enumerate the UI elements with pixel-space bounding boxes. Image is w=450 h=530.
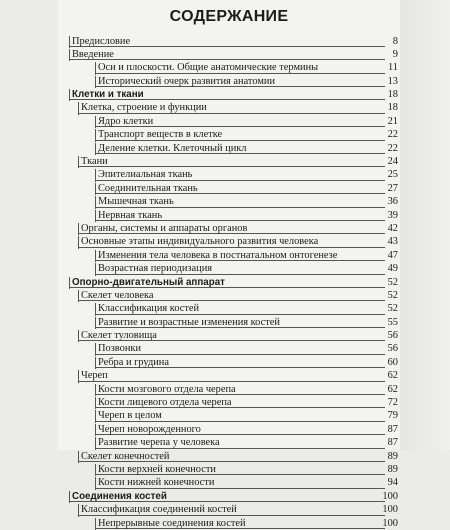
toc-entry-label: Соединительная ткань [98, 182, 198, 194]
toc-entry [58, 436, 400, 449]
toc-entry-label: Кости лицевого отдела черепа [98, 397, 232, 409]
toc-entry [58, 476, 400, 489]
entry-underline [78, 166, 385, 167]
toc-entry-label: Деление клетки. Клеточный цикл [98, 142, 247, 154]
toc-entry-label: Череп [81, 370, 108, 382]
toc-entry [58, 101, 400, 114]
toc-entry [58, 222, 400, 235]
toc-entry [58, 409, 400, 422]
toc-entry-page-number: 94 [387, 477, 398, 489]
toc-entry [58, 142, 400, 155]
toc-entry-page-number: 18 [387, 102, 398, 114]
toc-entry-label: Непрерывные соединения костей [98, 517, 246, 529]
toc-entry-label: Классификация костей [98, 303, 200, 315]
toc-entry-label: Развитие и возрастные изменения костей [98, 316, 280, 328]
toc-entry [58, 503, 400, 516]
toc-entry [58, 463, 400, 476]
page-edge-shadow [400, 0, 450, 450]
toc-entry [58, 48, 400, 61]
toc-entry-label: Введение [72, 48, 114, 60]
toc-entry [58, 115, 400, 128]
toc-entry-page-number: 62 [387, 383, 398, 395]
toc-entry [58, 289, 400, 302]
toc-entry-page-number: 100 [382, 504, 398, 516]
toc-entry-label: Возрастная периодизация [98, 263, 213, 275]
toc-entry-label: Клетки и ткани [72, 89, 144, 101]
toc-entry-label: Органы, системы и аппараты органов [81, 222, 248, 234]
toc-entry [58, 262, 400, 275]
toc-entry-page-number: 22 [387, 142, 398, 154]
entry-underline [78, 381, 385, 382]
toc-entry [58, 356, 400, 369]
toc-entry-page-number: 56 [387, 343, 398, 355]
toc-entry-page-number: 49 [387, 263, 398, 275]
toc-entry-label: Скелет туловища [81, 330, 157, 342]
toc-entry-page-number: 60 [387, 356, 398, 368]
toc-entry-label: Скелет конечностей [81, 450, 170, 462]
toc-entry [58, 61, 400, 74]
toc-entry-label: Череп новорожденного [98, 423, 201, 435]
toc-entry [58, 369, 400, 382]
toc-entry [58, 128, 400, 141]
toc-entry-label: Мышечная ткань [98, 196, 174, 208]
toc-entry [58, 168, 400, 181]
toc-entry-label: Эпителиальная ткань [98, 169, 193, 181]
toc-entry-label: Ядро клетки [98, 115, 154, 127]
toc-entry [58, 249, 400, 262]
toc-entry-page-number: 100 [382, 490, 398, 502]
toc-entry-page-number: 24 [387, 156, 398, 168]
toc-entry-label: Скелет человека [81, 289, 154, 301]
toc-entry [58, 490, 400, 503]
toc-entry-label: Ребра и грудина [98, 356, 169, 368]
document-page [58, 0, 400, 529]
toc-entry [58, 329, 400, 342]
toc-entry-page-number: 52 [387, 289, 398, 301]
toc-entry-page-number: 100 [382, 517, 398, 529]
toc-entry-page-number: 39 [387, 209, 398, 221]
table-of-contents [58, 35, 400, 530]
toc-entry [58, 235, 400, 248]
toc-entry-label: Опорно-двигательный аппарат [72, 276, 225, 288]
toc-entry-page-number: 55 [387, 316, 398, 328]
toc-entry [58, 517, 400, 530]
toc-entry-label: Череп в целом [98, 410, 162, 422]
toc-entry-label: Развитие черепа у человека [98, 437, 220, 449]
toc-entry [58, 155, 400, 168]
toc-entry [58, 276, 400, 289]
toc-entry-label: Позвонки [98, 343, 142, 355]
toc-entry-page-number: 18 [387, 89, 398, 101]
toc-entry-page-number: 89 [387, 450, 398, 462]
toc-entry-page-number: 25 [387, 169, 398, 181]
toc-entry [58, 75, 400, 88]
toc-entry-label: Исторический очерк развития анатомии [98, 75, 276, 87]
toc-entry [58, 35, 400, 48]
toc-entry-label: Нервная ткань [98, 209, 163, 221]
toc-entry [58, 316, 400, 329]
toc-entry [58, 450, 400, 463]
toc-entry-page-number: 36 [387, 196, 398, 208]
toc-entry-label: Предисловие [72, 35, 131, 47]
toc-entry-page-number: 56 [387, 330, 398, 342]
toc-title: СОДЕРЖАНИЕ [169, 8, 289, 25]
toc-entry-label: Соединения костей [72, 490, 167, 502]
toc-entry-page-number: 62 [387, 370, 398, 382]
toc-entry-page-number: 13 [387, 75, 398, 87]
toc-entry-page-number: 22 [387, 129, 398, 141]
toc-entry [58, 342, 400, 355]
entry-underline [69, 59, 385, 60]
toc-entry-label: Классификация соединений костей [81, 504, 237, 516]
toc-entry [58, 396, 400, 409]
toc-entry [58, 383, 400, 396]
toc-entry-label: Основные этапы индивидуального развития человека [81, 236, 319, 248]
toc-entry-label: Клетка, строение и функции [81, 102, 207, 114]
toc-entry-page-number: 52 [387, 303, 398, 315]
toc-entry-label: Транспорт веществ в клетке [98, 129, 223, 141]
toc-entry-page-number: 89 [387, 464, 398, 475]
toc-entry [58, 302, 400, 315]
toc-entry-page-number: 87 [387, 437, 398, 449]
toc-entry-page-number: 9 [392, 48, 398, 60]
toc-entry-page-number: 42 [387, 222, 398, 234]
toc-entry-label: Изменения тела человека в постнатальном онтогенезе [98, 249, 338, 261]
toc-entry-label: Кости верхней конечности [98, 464, 216, 475]
toc-entry-page-number: 11 [387, 62, 398, 74]
toc-entry-page-number: 27 [387, 182, 398, 194]
toc-entry [58, 423, 400, 436]
toc-entry-label: Кости мозгового отдела черепа [98, 383, 236, 395]
toc-entry-page-number: 21 [387, 115, 398, 127]
toc-entry-page-number: 87 [387, 423, 398, 435]
toc-entry [58, 88, 400, 101]
toc-entry-label: Оси и плоскости. Общие анатомические термины [98, 62, 319, 74]
toc-entry-label: Ткани [81, 156, 108, 168]
toc-entry-page-number: 79 [387, 410, 398, 422]
toc-entry-page-number: 47 [387, 249, 398, 261]
toc-entry-label: Кости нижней конечности [98, 477, 215, 489]
toc-entry-page-number: 43 [387, 236, 398, 248]
toc-entry [58, 195, 400, 208]
toc-entry-page-number: 52 [387, 276, 398, 288]
toc-entry [58, 209, 400, 222]
toc-entry-page-number: 8 [392, 35, 398, 47]
toc-entry-page-number: 72 [387, 397, 398, 409]
toc-entry [58, 182, 400, 195]
